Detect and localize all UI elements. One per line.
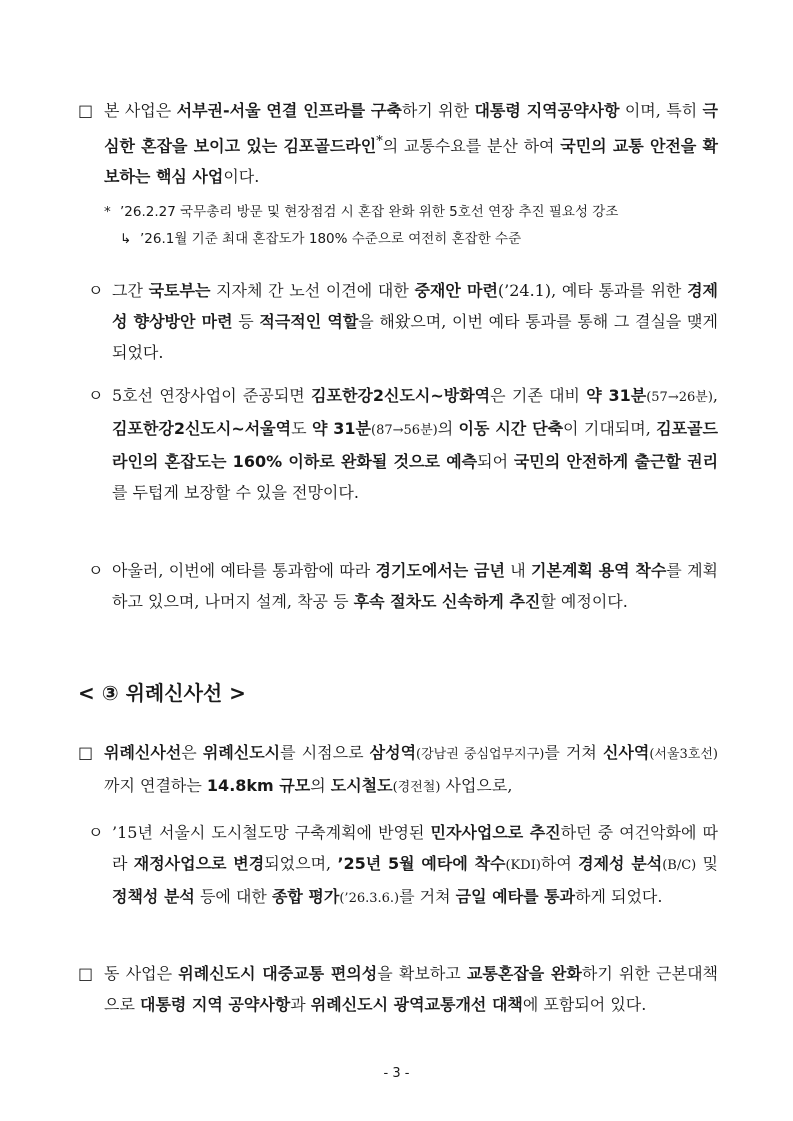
circle-bullet-icon: ㅇ	[88, 281, 104, 300]
return-arrow-icon: ↳	[120, 231, 132, 247]
page-number: - 3 -	[383, 1066, 410, 1081]
paragraph-next-steps: 아울러, 이번에 예타를 통과함에 따라 경기도에서는 금년 내 기본계획 용역 착수를 계획하고 있으며, 나머지 설계, 착공 등 후속 절차도 신속하게 추진할 예정이다.	[112, 561, 718, 611]
circle-bullet-icon: ㅇ	[88, 561, 104, 580]
square-bullet-icon: □	[78, 743, 94, 762]
square-bullet-icon: □	[78, 964, 94, 983]
square-bullet-icon: □	[78, 101, 94, 120]
paragraph-ministry-role: 그간 국토부는 지자체 간 노선 이견에 대한 중재안 마련(’24.1), 예타 통과를 위한 경제성 향상방안 마련 등 적극적인 역할을 해왔으며, 이번 예타 통과를 통해 그 결실을 맺게 되었다.	[112, 281, 718, 362]
paragraph-wirye-purpose: 동 사업은 위례신도시 대중교통 편의성을 확보하고 교통혼잡을 완화하기 위한 근본대책으로 대통령 지역 공약사항과 위례신도시 광역교통개선 대책에 포함되어 있다.	[104, 964, 719, 1014]
section-heading: < ③ 위례신사선 >	[78, 681, 246, 705]
circle-bullet-icon: ㅇ	[88, 386, 104, 405]
paragraph-travel-time: 5호선 연장사업이 준공되면 김포한강2신도시~방화역은 기존 대비 약 31분(57→26분), 김포한강2신도시~서울역도 약 31분(87→56분)의 이동 시간 단축이 기대되며, 김포골드라인의 혼잡도는 160% 이하로 완화될 것으로 예측되어 국민의 안전하게 출근할 권리를 두텁게 보장할 수 있을 전망이다.	[112, 386, 719, 502]
paragraph-wirye-overview: 위례신사선은 위례신도시를 시점으로 삼성역(강남권 중심업무지구)를 거쳐 신사역(서울3호선)까지 연결하는 14.8km 규모의 도시철도(경전철) 사업으로,	[104, 743, 718, 795]
paragraph-wirye-history: ’15년 서울시 도시철도망 구축계획에 반영된 민자사업으로 추진하던 중 여건악화에 따라 재정사업으로 변경되었으며, ’25년 5월 예타에 착수(KDI)하여 경제성 분석(B/C) 및 정책성 분석 등에 대한 종합 평가(’26.3.6.)를 거쳐 금일 예타를 통과하게 되었다.	[112, 823, 718, 906]
asterisk-icon: *	[104, 204, 111, 220]
paragraph-intro: 본 사업은 서부권-서울 연결 인프라를 구축하기 위한 대통령 지역공약사항 이며, 특히 극심한 혼잡을 보이고 있는 김포골드라인*의 교통수요를 분산 하여 국민의 교통 안전을 확보하는 핵심 사업이다.	[104, 101, 719, 187]
circle-bullet-icon: ㅇ	[88, 823, 104, 842]
footnote-1: ’26.2.27 국무총리 방문 및 현장점검 시 혼잡 완화 위한 5호선 연장 추진 필요성 강조	[120, 204, 619, 220]
footnote-2: ’26.1월 기준 최대 혼잡도가 180% 수준으로 여전히 혼잡한 수준	[140, 231, 522, 247]
